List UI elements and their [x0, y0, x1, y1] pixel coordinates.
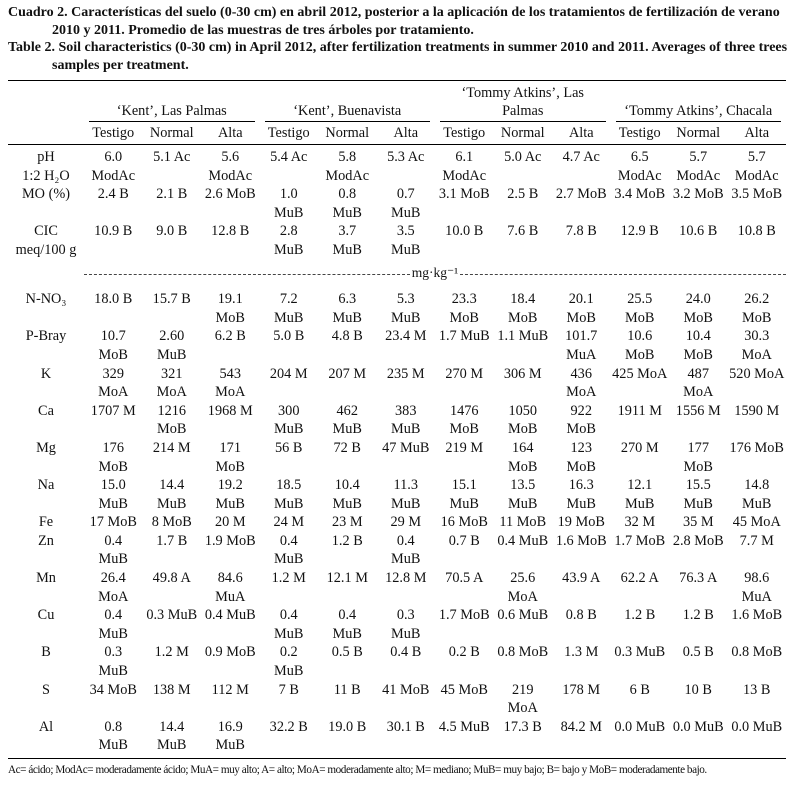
table-cell: 6.0 ModAc [91, 149, 136, 184]
table-cell: 0.3 MuB [98, 644, 128, 680]
table-cell: 30.3 MoA [741, 328, 772, 363]
table-cell: 49.8 A [152, 570, 191, 587]
table-cell: 2.5 B [507, 186, 539, 203]
table-cell: 70.5 A [445, 570, 484, 587]
table-cell: 0.4 MuB [274, 532, 304, 568]
table-cell: 0.2 MuB [274, 644, 304, 680]
table-cell: 7.2 MuB [274, 291, 304, 326]
table-cell: 5.7 ModAc [734, 149, 779, 184]
table-cell: 5.3 Ac [387, 149, 425, 165]
table-cell: 2.4 B [97, 186, 129, 203]
table-cell: 1.2 B [624, 607, 656, 624]
table-cell: 11.3 MuB [391, 477, 421, 512]
group-header: ‘Kent’, Buenavista [260, 81, 436, 123]
table-cell: 2.6 MoB [204, 186, 256, 203]
table-cell: 6.3 MuB [332, 291, 362, 326]
table-cell: 13.5 MuB [508, 477, 538, 512]
table-cell: 10.4 MoB [683, 328, 713, 363]
table-cell: 16.9 MuB [215, 718, 245, 754]
table-cell: 3.7 MuB [332, 223, 362, 258]
table-cell: 0.4 MuB [391, 532, 421, 568]
row-label: S [42, 681, 50, 698]
table-cell: 138 M [152, 681, 191, 698]
table-cell: 35 M [682, 514, 714, 531]
table-row [8, 365, 786, 402]
table-cell: 14.4 MuB [157, 477, 187, 512]
table-row [8, 185, 786, 222]
table-cell: 1.7 MuB [438, 328, 490, 345]
table-cell: 1.6 MoB [731, 607, 783, 624]
row-label: Na [37, 477, 55, 494]
table-cell: 84.2 M [560, 718, 602, 735]
table-cell: 0.5 B [331, 644, 363, 661]
table-cell: 10.4 MuB [332, 477, 362, 512]
row-label: Mn [36, 570, 56, 587]
table-cell: 7 B [278, 681, 299, 698]
table-cell: 84.6 MuA [215, 570, 246, 605]
table-cell: 0.3 MuB [146, 607, 198, 624]
table-cell: 10.7 MoB [98, 328, 128, 363]
table-cell: 7.7 M [739, 532, 774, 549]
caption-spanish: Cuadro 2. Características del suelo (0-30 cm) en abril 2012, posterior a la aplicación de los tratamientos de fertilización de verano 2010 y 2011. Promedio de las muestras de tres árboles por tratamiento. [8, 5, 780, 38]
table-cell: 1.1 MuB [497, 328, 549, 345]
table-cell: 0.4 MuB [204, 607, 256, 624]
table-cell: 18.4 MoB [508, 291, 538, 326]
table-cell: 5.7 ModAc [676, 149, 721, 184]
table-cell: 0.8 MuB [98, 718, 128, 754]
table-cell: 0.9 MoB [204, 644, 256, 661]
row-label: N-NO₃ [25, 291, 67, 308]
table-cell: 15.0 MuB [98, 477, 128, 512]
table-cell: 0.3 MuB [391, 607, 421, 642]
table-cell: 0.0 MuB [672, 718, 724, 735]
row-label: Fe [38, 514, 54, 531]
table-cell: 15.1 MuB [449, 477, 479, 512]
table-cell: 1476 MoB [449, 402, 479, 438]
subheader-alta: Alta [377, 122, 436, 145]
table-cell: 5.1 Ac [153, 149, 191, 165]
table-row [8, 222, 786, 259]
row-label: P-Bray [25, 328, 67, 345]
table-cell: 0.4 MuB [274, 607, 304, 642]
table-cell: 1.2 M [271, 570, 306, 587]
table-cell: 5.8 ModAc [325, 149, 370, 184]
table-cell: 15.7 B [152, 291, 191, 308]
table-cell: 72 B [333, 439, 361, 456]
subheader-testigo: Testigo [435, 122, 494, 145]
table-cell: 11 MoB [499, 514, 547, 531]
table-cell: 462 MuB [332, 402, 362, 438]
table-cell: 0.4 MuB [332, 607, 362, 642]
table-cell: 123 MoB [566, 439, 596, 475]
footnote: Ac= ácido; ModAc= moderadamente ácido; MuA= muy alto; A= alto; MoA= moderadamente alto; M= mediano; MuB= muy bajo; B= bajo y MoB= moderadamente bajo. [8, 758, 786, 776]
table-cell: 3.5 MoB [731, 186, 783, 203]
table-cell: 1.3 M [564, 644, 599, 661]
table-cell: 520 MoA [729, 365, 785, 382]
table-cell: 3.2 MoB [672, 186, 724, 203]
table-cell: 0.4 MuB [98, 532, 128, 568]
table-cell: 25.5 MoB [625, 291, 655, 326]
table-cell: 32.2 B [269, 718, 308, 735]
table-cell: 270 M [620, 439, 659, 456]
table-cell: 23.3 MoB [449, 291, 479, 326]
table-cell: 7.6 B [507, 223, 539, 240]
table-cell: 207 M [328, 365, 367, 382]
table-cell: 19.1 MoB [215, 291, 245, 326]
group-header: ‘Tommy Atkins’, Chacala [611, 81, 787, 123]
table-cell: 19.2 MuB [215, 477, 245, 512]
table-cell: 76.3 A [679, 570, 718, 587]
table-cell: 19 MoB [557, 514, 605, 531]
table-cell: 17.3 B [503, 718, 542, 735]
table-cell: 1707 M [90, 402, 136, 419]
table-cell: 11 B [333, 681, 361, 698]
table-cell: 3.1 MoB [438, 186, 490, 203]
table-cell: 1.7 MoB [438, 607, 490, 624]
table-cell: 4.7 Ac [562, 149, 600, 165]
group-header: ‘Kent’, Las Palmas [84, 81, 260, 123]
table-cell: 176 MoB [98, 439, 128, 475]
table-row [8, 569, 786, 606]
table-cell: 214 M [152, 439, 191, 456]
table-cell: 177 MoB [683, 439, 713, 475]
row-label: pH 1:2 H₂O [22, 149, 70, 184]
table-cell: 1216 MoB [157, 402, 187, 438]
subheader-alta: Alta [552, 122, 611, 145]
table-cell: 306 M [503, 365, 542, 382]
table-cell: 45 MoA [732, 514, 781, 531]
table-cell: 1050 MoB [508, 402, 538, 438]
table-cell: 32 M [624, 514, 656, 531]
table-cell: 4.5 MuB [438, 718, 490, 735]
subheader-normal: Normal [318, 122, 377, 145]
group-header-row [8, 81, 786, 123]
table-cell: 329 MoA [98, 365, 129, 401]
table-cell: 219 MoA [507, 681, 538, 717]
caption-english: Table 2. Soil characteristics (0-30 cm) in April 2012, after fertilization treatments in summer 2010 and 2011. Averages of three trees samples per treatment. [8, 40, 788, 73]
table-cell: 321 MoA [156, 365, 187, 401]
table-cell: 16.3 MuB [566, 477, 596, 512]
table-cell: 10.6 MoB [625, 328, 655, 363]
table-cell: 12.8 M [385, 570, 427, 587]
table-cell: 34 MoB [89, 681, 137, 698]
soil-characteristics-table [8, 80, 786, 755]
unit-row [8, 260, 786, 291]
table-cell: 25.6 MoA [507, 570, 538, 605]
table-cell: 5.4 Ac [270, 149, 308, 165]
table-cell: 17 MoB [89, 514, 137, 531]
table-cell: 204 M [269, 365, 308, 382]
table-row [8, 513, 786, 532]
table-cell: 101.7 MuA [565, 328, 598, 363]
table-cell: 219 M [445, 439, 484, 456]
table-cell: 26.4 MoA [98, 570, 129, 605]
table-cell: 543 MoA [215, 365, 246, 401]
table-cell: 922 MoB [566, 402, 596, 438]
label-header [8, 81, 84, 123]
table-cell: 5.0 Ac [504, 149, 542, 165]
table-cell: 10.6 B [679, 223, 718, 240]
table-row [8, 718, 786, 755]
table-cell: 1.2 B [331, 532, 363, 549]
table-cell: 47 MuB [382, 439, 430, 456]
unit-divider [84, 264, 786, 283]
unit-label: mg·kg⁻¹ [411, 264, 459, 280]
table-cell: 18.0 B [94, 291, 133, 308]
table-cell: 13 B [743, 681, 771, 698]
table-cell: 1.6 MoB [555, 532, 607, 549]
table-cell: 300 MuB [274, 402, 304, 438]
table-cell: 16 MoB [440, 514, 488, 531]
group-header: ‘Tommy Atkins’, Las Palmas [435, 81, 611, 123]
table-cell: 2.60 MuB [157, 328, 187, 363]
table-cell: 425 MoA [612, 365, 668, 382]
table-cell: 14.4 MuB [157, 718, 187, 754]
table-cell: 164 MoB [508, 439, 538, 475]
table-cell: 0.8 B [565, 607, 597, 624]
table-cell: 2.7 MoB [555, 186, 607, 203]
table-cell: 235 M [386, 365, 425, 382]
table-row [8, 643, 786, 680]
table-row [8, 145, 786, 186]
table-cell: 178 M [562, 681, 601, 698]
table-cell: 29 M [390, 514, 422, 531]
table-cell: 10.0 B [445, 223, 484, 240]
table-cell: 5.6 ModAc [208, 149, 253, 184]
table-row [8, 439, 786, 476]
table-cell: 15.5 MuB [683, 477, 713, 512]
table-cell: 436 MoA [566, 365, 597, 401]
table-cell: 2.1 B [156, 186, 188, 203]
table-cell: 176 MoB [729, 439, 784, 456]
subheader-testigo: Testigo [611, 122, 670, 145]
table-cell: 30.1 B [386, 718, 425, 735]
subheader-row [8, 122, 786, 145]
table-cell: 19.0 B [328, 718, 367, 735]
table-cell: 5.3 MuB [391, 291, 421, 326]
table-cell: 41 MoB [382, 681, 430, 698]
row-label: Cu [37, 607, 55, 624]
table-cell: 23.4 M [385, 328, 427, 345]
table-cell: 0.5 B [682, 644, 714, 661]
table-cell: 270 M [445, 365, 484, 382]
table-cell: 0.3 MuB [614, 644, 666, 661]
table-cell: 1911 M [617, 402, 662, 419]
table-cell: 1556 M [675, 402, 721, 419]
table-cell: 8 MoB [151, 514, 192, 531]
table-cell: 0.0 MuB [614, 718, 666, 735]
row-label: CIC meq/100 g [15, 223, 77, 258]
subheader-testigo: Testigo [84, 122, 143, 145]
table-cell: 0.8 MoB [731, 644, 783, 661]
table-cell: 24 M [273, 514, 305, 531]
table-cell: 23 M [331, 514, 363, 531]
row-label: K [40, 365, 52, 382]
table-cell: 1.2 M [154, 644, 189, 661]
row-label: B [41, 644, 51, 661]
table-cell: 0.4 MuB [497, 532, 549, 549]
table-cell: 6.1 ModAc [442, 149, 487, 184]
subheader-alta: Alta [201, 122, 260, 145]
subheader-normal: Normal [143, 122, 202, 145]
table-cell: 0.0 MuB [731, 718, 783, 735]
row-label: Zn [38, 532, 54, 549]
table-cell: 26.2 MoB [742, 291, 772, 326]
row-label: Ca [38, 402, 54, 419]
table-cell: 1.7 B [156, 532, 188, 549]
row-label: MO (%) [21, 186, 71, 203]
table-cell: 12.1 M [326, 570, 368, 587]
subheader-normal: Normal [494, 122, 553, 145]
table-row [8, 606, 786, 643]
table-cell: 0.8 MoB [497, 644, 549, 661]
table-cell: 62.2 A [620, 570, 659, 587]
table-cell: 171 MoB [215, 439, 245, 475]
table-cell: 10.9 B [94, 223, 133, 240]
table-cell: 10.8 B [737, 223, 776, 240]
table-cell: 98.6 MuA [741, 570, 772, 605]
table-cell: 20.1 MoB [566, 291, 596, 326]
row-label: Al [38, 718, 54, 735]
table-cell: 0.7 MuB [391, 186, 421, 221]
table-cell: 5.0 B [273, 328, 305, 345]
table-cell: 6.2 B [214, 328, 246, 345]
table-row [8, 476, 786, 513]
table-cell: 56 B [275, 439, 303, 456]
table-cell: 10 B [684, 681, 712, 698]
table-cell: 43.9 A [562, 570, 601, 587]
table-cell: 3.4 MoB [614, 186, 666, 203]
table-cell: 6.5 ModAc [617, 149, 662, 184]
table-cell: 1590 M [734, 402, 780, 419]
table-row [8, 532, 786, 569]
table-cell: 383 MuB [391, 402, 421, 438]
table-cell: 0.4 MuB [98, 607, 128, 642]
row-label: Mg [36, 439, 56, 456]
table-cell: 1968 M [207, 402, 253, 419]
table-cell: 7.8 B [565, 223, 597, 240]
table-cell: 0.8 MuB [332, 186, 362, 221]
table-cell: 12.8 B [211, 223, 250, 240]
table-cell: 0.7 B [448, 532, 480, 549]
table-cell: 24.0 MoB [683, 291, 713, 326]
table-cell: 45 MoB [440, 681, 488, 698]
table-cell: 487 MoA [683, 365, 714, 401]
table-cell: 1.7 MoB [614, 532, 666, 549]
table-cell: 112 M [211, 681, 249, 698]
table-cell: 1.9 MoB [204, 532, 256, 549]
subheader-normal: Normal [669, 122, 728, 145]
table-cell: 2.8 MuB [274, 223, 304, 258]
table-cell: 12.9 B [620, 223, 659, 240]
subheader-testigo: Testigo [260, 122, 319, 145]
table-cell: 2.8 MoB [672, 532, 724, 549]
table-cell: 14.8 MuB [742, 477, 772, 512]
table-cell: 1.0 MuB [274, 186, 304, 221]
table-row [8, 327, 786, 364]
table-row [8, 402, 786, 439]
table-cell: 9.0 B [156, 223, 188, 240]
subheader-alta: Alta [728, 122, 787, 145]
table-cell: 18.5 MuB [274, 477, 304, 512]
table-cell: 0.4 B [390, 644, 422, 661]
table-cell: 12.1 MuB [625, 477, 655, 512]
table-row [8, 681, 786, 718]
table-row [8, 290, 786, 327]
table-cell: 1.2 B [682, 607, 714, 624]
table-caption [8, 4, 788, 74]
table-cell: 0.2 B [448, 644, 480, 661]
table-cell: 4.8 B [331, 328, 363, 345]
table-cell: 3.5 MuB [391, 223, 421, 258]
table-cell: 20 M [214, 514, 246, 531]
table-cell: 0.6 MuB [497, 607, 549, 624]
table-cell: 6 B [629, 681, 650, 698]
